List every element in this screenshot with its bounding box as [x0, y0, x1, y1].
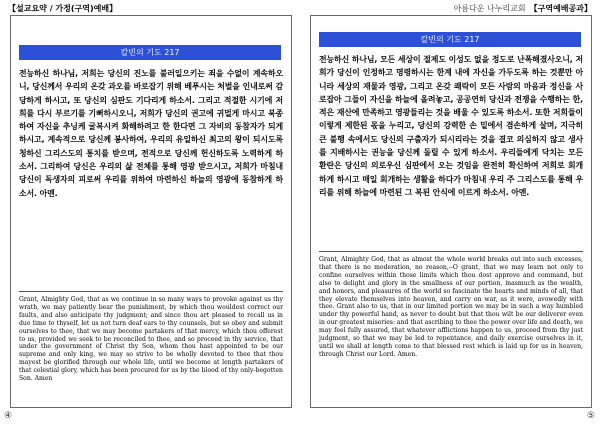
running-head: [454, 3, 592, 14]
site-name: 아름다운 나누리교회: [453, 4, 526, 13]
divider: [19, 291, 283, 292]
page-number: ⑤: [586, 411, 595, 421]
english-prayer-text: Grant, Almighty God, that as we continue in so many ways to provoke against us thy wrath, we may patiently bear the punishment, by which thou wouldest correct our faults, and also anticipate thy judgment; and since thou art pleased to recall us in due time to thyself, let us not turn deaf ears to thy counsels, but so obey and submit ourselves to thee, that we may become partakers of that mercy, which thou offerest to us, provided we seek to be reconciled to thee, and so proceed in thy service, that under the government of Christ thy Son, whom thou hast appointed to be our supreme and only king, we may so strive to be wholly devoted to thee that thou mayest be glorified through our whole life, until we become at length partakers of that celestial glory, which has been procured for us by the blood of thy only-begotten Son. Amen: [19, 296, 283, 383]
page-number: ④: [4, 411, 13, 421]
running-head: 【설교요약 / 가정(구역)예배】: [8, 4, 118, 13]
divider: [319, 251, 583, 252]
prayer-title: 칼빈의 기도 217: [19, 45, 281, 60]
korean-prayer-text: 전능하신 하나님, 저희는 당신의 진노를 불러일으키는 죄을 수없이 계속하오니, 당신께서 우리의 온갖 과오를 바로잡기 위해 베푸시는 처벌을 인내로써 감당하게 하시고, 또 당신의 심판도 기다리게 하소서. 그리고 적절한 시기에 저희를 다시 부르기를 기뻐하시오니, 저희가 당신의 권고에 귀멀게 마시고 북종하여 자신을 추닝케 굴복시켜 화해하려고 한 한다면 그 자비의 동참자가 되게 하시고, 계속적으로 당신께 봉사하여, 우리의 유일하신 최고의 왕이 되시도록 청하신 그리스도의 통치를 받으며, 전적으로 당신께 헌신하도록 노력하게 하소서. 그리하여 당신은 우리의 삶 전체를 통해 영광 받으시고, 저희가 마침내 당신이 독생자의 피로써 우리를 위하여 마련하신 하늘의 영광에 동참하게 하소서. 아멘.: [19, 69, 283, 198]
prayer-title: 칼빈의 기도 217: [319, 32, 581, 47]
right-page: [300, 0, 600, 424]
korean-prayer-text: 전능하신 하나님, 모든 세상이 절제도 이성도 없을 정도로 난폭해졌사오니, 저희가 당신이 인정하고 명령하시는 한계 내에 자신을 가두도록 하는 것뿐만 아니라 세상의 재물과 영광, 그리고 온갖 쾌락이 모든 사람의 마음과 정신을 사로잡아 그들이 자신을 하늘에 올려놓고, 공공연히 당신과 전쟁을 수행하는 한, 적은 재산에 만족하고 영광들리는 것을 배울 수 있도록 하소서. 또한 저희들이 이렇게 제한된 몫을 누리고, 당신의 강력한 손 밑에서 겸손하게 살며, 지극히 큰 불행 속에서도 당신의 구출자가 되시리라는 것을 결코 의심하지 않고 생사를 지배하시는 권능을 당신께 돌릴 수 있게 하소서. 우리들에게 닥치는 모든 환란은 당신의 의로우신 심판에서 오는 것임을 완전히 확신하여 저희로 회개하게 하시고 매일 회개하는 생활을 하다가 마침내 우리 주 그리스도를 통해 우리를 위해 하늘에 마련된 그 복된 안식에 이르게 하소서. 아멘.: [319, 55, 583, 197]
running-head-label: 【구역예배공과】: [529, 4, 592, 13]
english-prayer-text: Grant, Almighty God, that as almost the whole world breaks out into such excesses, that there is no moderation, no reason,--O grant, that we may learn not only to confine ourselves within those limits which thou dost approve and command, but also to delight and glory in the smallness of our portion, inasmuch as the wealth, and honors, and pleasures of the world so fascinate the hearts and minds of all, that they elevate themselves into heaven, and carry on war, as it were, avowedly with thee. Grant also to us, that in our limited portion we may be in such a way humbled under thy powerful hand, as never to doubt but that thou wilt be our deliverer even in our greatest miseries: and that ascribing to thee the power over life and death, we may feel fully assured, that whatever afflictions happen to us, proceed from thy just judgment, so that we may be led to repentance, and daily exercise ourselves in it, until we shall at length come to that blessed rest which is laid up for us in heaven, through Christ our Lord. Amen.: [319, 256, 583, 358]
